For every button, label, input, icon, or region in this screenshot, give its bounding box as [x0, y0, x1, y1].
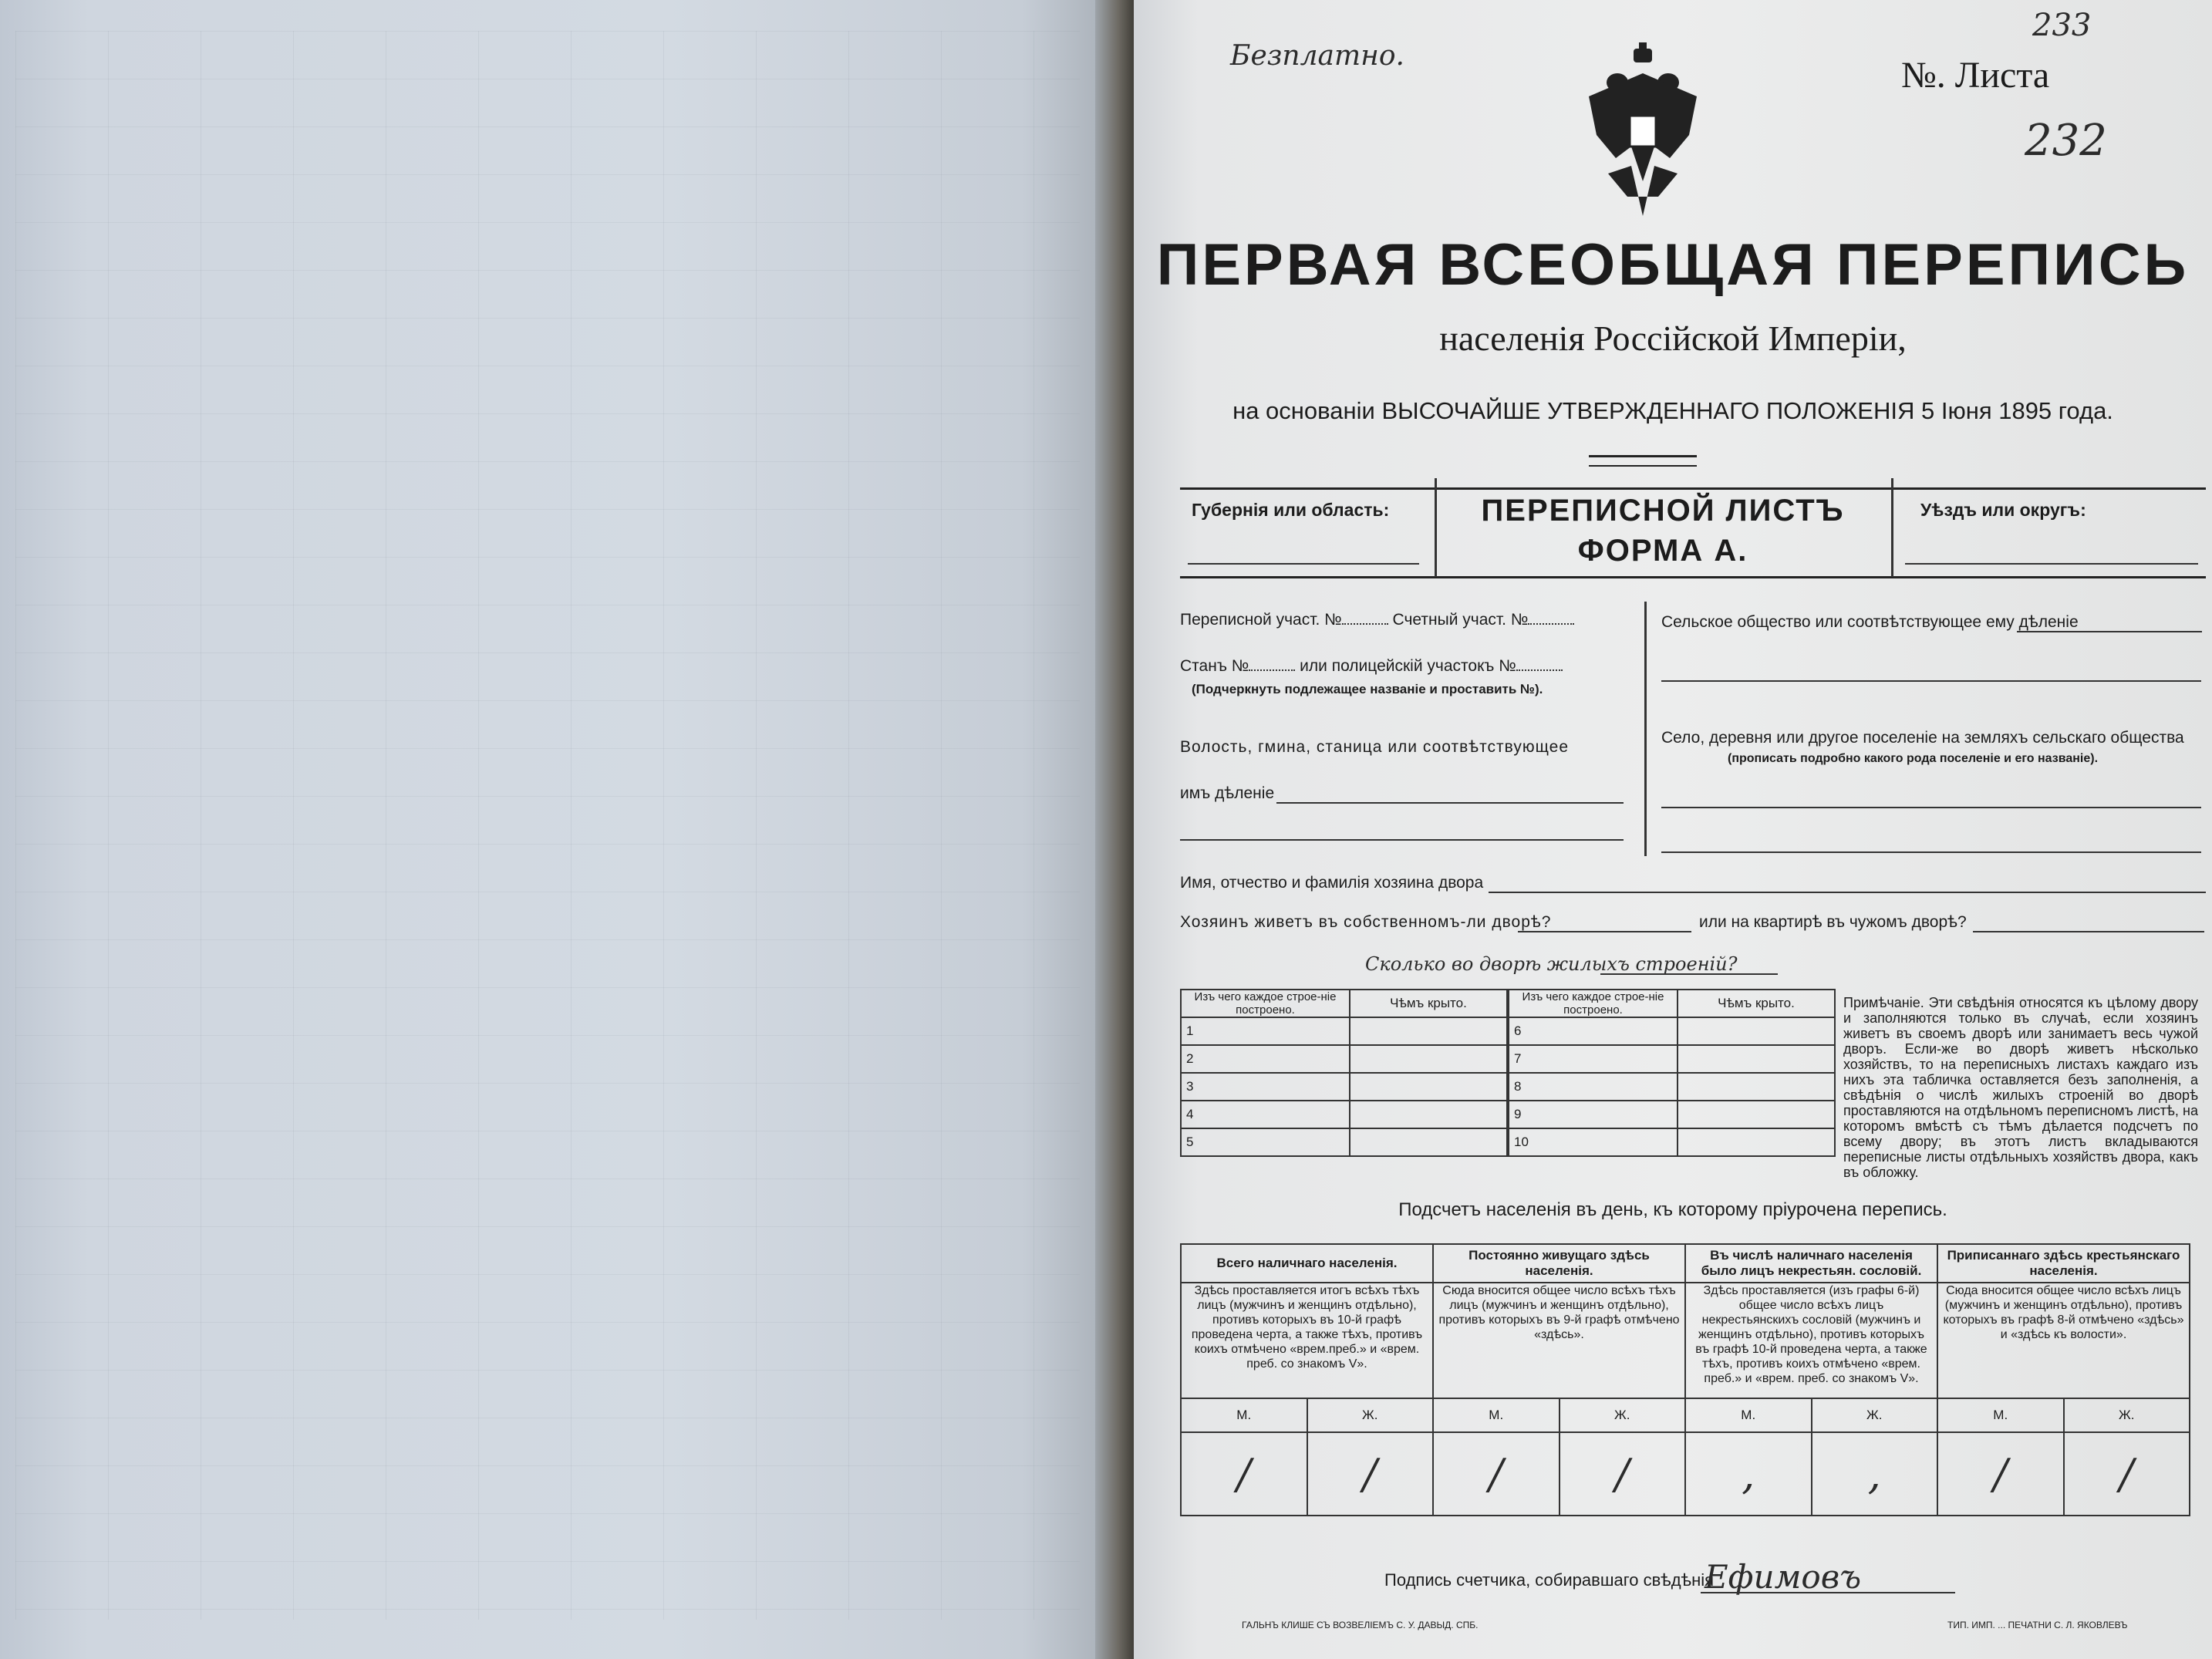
volost-label: Волость, гмина, станица или соотвѣтствующее: [1180, 738, 1569, 756]
uezd-label: Уѣздъ или округъ:: [1920, 500, 2086, 520]
sheet-number-label: №. Листа: [1901, 55, 2050, 96]
buildings-table-right: Изъ чего каждое строе-ніе построено. Чѣмъ крыто. 6 7 8 9 10: [1508, 989, 1836, 1157]
census-title: ПЕРВАЯ ВСЕОБЩАЯ ПЕРЕПИСЬ: [1156, 232, 2190, 298]
ornament-divider: [1589, 455, 1697, 467]
underline-note: (Подчеркнуть подлежащее названіе и проставить №).: [1192, 682, 1543, 696]
imperial-eagle-emblem: [1585, 42, 1701, 220]
counter-signature: Ефимовъ: [1705, 1558, 1862, 1596]
form-title: ПЕРЕПИСНОЙ ЛИСТЪ: [1481, 494, 1845, 528]
census-subtitle: населенія Россійской Имперіи,: [1439, 319, 1907, 358]
handwritten-sheet-number: 233: [2032, 8, 2092, 43]
schetny-label: Счетный участ. №: [1392, 611, 1529, 629]
corrected-sheet-number: 232: [2025, 116, 2107, 166]
population-count-table: Всего наличнаго населенія. Постоянно живущаго здѣсь населенія. Въ числѣ наличнаго населенія было лицъ некрестьян. сословій. Приписаннаго здѣсь крестьянскаго населенія. Здѣсь проставляется итогъ всѣхъ тѣхъ лицъ (мужчинъ и женщинъ отдѣльно), противъ которыхъ въ 10-й графѣ проведена черта, а также тѣхъ, противъ коихъ отмѣчено «врем.преб.» и «врем. преб. со знакомъ V». Сюда вносится общее число всѣхъ тѣхъ лицъ (мужчинъ и женщинъ отдѣльно), противъ которыхъ въ 9-й графѣ отмѣчено «здѣсь». Здѣсь проставляется (изъ графы 6-й) общее число всѣхъ лицъ некрестьянскихъ сословій (мужчинъ и женщинъ отдѣльно), противъ которыхъ въ графѣ 10-й проведена черта, а также тѣхъ, противъ коихъ отмѣчено «врем. преб.» и «врем. преб. со знакомъ V». Сюда вносится общее число всѣхъ лицъ (мужчинъ и женщинъ отдѣльно), противъ которыхъ въ графѣ 8-й отмѣчено «здѣсь» и «здѣсь къ волости». М. Ж. М. Ж. М. Ж. М. Ж. / / / / , , / /: [1180, 1243, 2190, 1516]
count-heading: Подсчетъ населенія въ день, къ которому пріурочена перепись.: [1398, 1199, 1947, 1220]
guberniya-label: Губернія или область:: [1192, 500, 1390, 520]
selo-label: Село, деревня или другое поселеніе на земляхъ сельскаго общества: [1661, 729, 2184, 747]
free-label: Безплатно.: [1230, 40, 1404, 72]
owner-lives-other-label: или на квартирѣ въ чужомъ дворѣ?: [1699, 913, 1967, 931]
selo-note: (прописать подробно какого рода поселеніе и его названіе).: [1728, 752, 2099, 765]
stan-label: Станъ №: [1180, 657, 1249, 675]
delenie-label: имъ дѣленіе: [1180, 784, 1275, 802]
census-basis: на основаніи ВЫСОЧАЙШЕ УТВЕРЖДЕННАГО ПОЛОЖЕНІЯ 5 Іюня 1895 года.: [1232, 397, 2113, 424]
gender-header-row: М. Ж. М. Ж. М. Ж. М. Ж.: [1181, 1398, 2190, 1432]
bleed-through-grid: [15, 31, 1080, 1620]
footer-left: ГАЛЬНЪ КЛИШЕ СЪ ВОЗВЕЛІЕМЪ С. У. ДАВЫД. СПБ.: [1242, 1620, 1479, 1630]
owner-name-label: Имя, отчество и фамилія хозяина двора: [1180, 874, 1484, 892]
uchastok-label: Переписной участ. №: [1180, 611, 1342, 629]
count-values-row: / / / / , , / /: [1181, 1432, 2190, 1516]
police-label: или полицейскій участокъ №: [1300, 657, 1516, 675]
obshchestvo-label: Сельское общество или соотвѣтствующее ему дѣленіе: [1661, 613, 2079, 631]
buildings-table-left: Изъ чего каждое строе-ніе построено. Чѣмъ крыто. 1 2 3 4 5: [1180, 989, 1508, 1157]
signature-label: Подпись счетчика, собиравшаго свѣдѣнія: [1384, 1570, 1715, 1590]
remark-note: Примѣчаніе. Эти свѣдѣнія относятся къ цѣлому двору и заполняются только въ случаѣ, если хозяинъ живетъ въ своемъ дворѣ или занимаетъ весь чужой дворъ. Если-же во дворѣ живетъ нѣсколько хозяйствъ, то на переписныхъ листахъ каждаго изъ нихъ эта табличка оставляется безъ заполненія, а свѣдѣнія о числѣ жилыхъ строеній во дворѣ проставляются на отдѣльномъ переписномъ листѣ, на которомъ вмѣстѣ съ тѣмъ дѣлается подсчетъ по всему двору; въ этотъ листъ вкладываются переписные листы отдѣльныхъ хозяйствъ двора, какъ въ обложку.: [1843, 995, 2198, 1180]
owner-lives-own-label: Хозяинъ живетъ въ собственномъ-ли дворѣ?: [1180, 913, 1552, 931]
footer-right: ТИП. ИМП. ... ПЕЧАТНИ С. Л. ЯКОВЛЕВЪ: [1947, 1620, 2128, 1630]
census-form-page: [1134, 0, 2212, 1659]
form-subtitle: ФОРМА А.: [1577, 534, 1748, 568]
buildings-question: Сколько во дворѣ жилыхъ строеній?: [1365, 953, 1738, 975]
